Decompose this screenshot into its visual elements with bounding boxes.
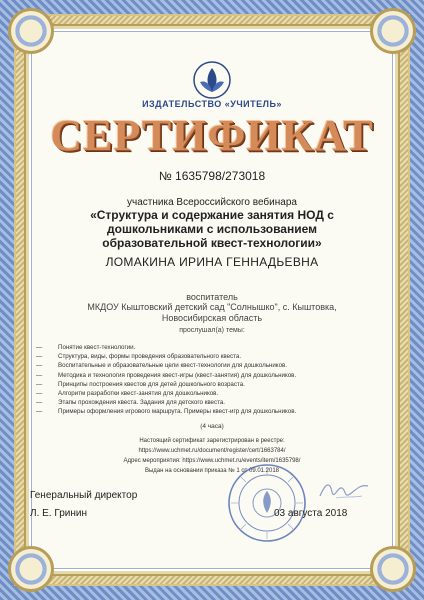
course-hours: (4 часа): [200, 423, 224, 430]
topic-dash: —: [36, 353, 43, 361]
list-item: [36, 389, 388, 398]
recipient-role: воспитатель: [186, 292, 238, 302]
listened-label: прослушал(а) темы:: [179, 327, 245, 334]
topics-list: [36, 343, 388, 417]
topic-text: Воспитательные и образовательные цели квест-технологии для дошкольников.: [58, 362, 288, 370]
topic-text: Методика и технология проведения квест-игры (квест-занятия) для дошкольников.: [58, 371, 297, 379]
topic-text: Понятие квест-технологии.: [58, 344, 136, 351]
topic-text: Примеры оформления игрового маршрута. Примеры квест-игр для дошкольников.: [58, 408, 297, 416]
registry-info: [60, 436, 364, 476]
recipient-name: ЛОМАКИНА ИРИНА ГЕННАДЬЕВНА: [105, 255, 319, 269]
event-address[interactable]: Адрес мероприятия: https://www.uchmet.ru/events/item/1635798/: [123, 458, 301, 464]
list-item: [36, 343, 388, 352]
topic-text: Этапы прохождения квеста. Задания для детского квеста.: [58, 399, 226, 407]
publisher-name: ИЗДАТЕЛЬСТВО «УЧИТЕЛЬ»: [142, 99, 282, 109]
topic-text: Структура, виды, формы проведения образовательного квеста.: [58, 353, 242, 361]
publisher-logo-icon: [192, 60, 232, 100]
topic-text: Алгоритм разработки квест-занятия для дошкольников.: [58, 390, 219, 398]
registry-line: Настоящий сертификат зарегистрирован в реестре:: [139, 438, 285, 444]
list-item: [36, 407, 388, 416]
certificate-title: СЕРТИФИКАТ: [50, 111, 374, 160]
certificate-number: № 1635798/273018: [158, 169, 266, 183]
topic-dash: —: [36, 390, 43, 398]
list-item: [36, 398, 388, 407]
certificate-body: [30, 30, 394, 570]
director-name: Л. Е. Гринин: [30, 508, 87, 519]
topic-dash: —: [36, 344, 43, 351]
director-title: Генеральный директор: [30, 490, 138, 501]
list-item: [36, 352, 388, 361]
topic-dash: —: [36, 408, 43, 416]
topic-dash: —: [36, 380, 43, 388]
registry-link[interactable]: https://www.uchmet.ru/document/register/cert/1663784/: [138, 448, 286, 454]
list-item: [36, 361, 388, 370]
topic-dash: —: [36, 371, 43, 379]
topic-text: Принципы построения квестов для детей дошкольного возраста.: [58, 380, 245, 388]
stamp-seal-icon: [226, 462, 308, 544]
webinar-title: «Структура и содержание занятия НОД с дошкольниками с использованием образовательной квест-технологии»: [90, 208, 334, 250]
list-item: [36, 380, 388, 389]
issue-date: 03 августа 2018: [274, 508, 348, 519]
topic-dash: —: [36, 399, 43, 407]
signature-icon: [316, 476, 372, 504]
topic-dash: —: [36, 362, 43, 370]
recipient-organization: МКДОУ Кыштовский детский сад "Солнышко", с. Кыштовка, Новосибирская область: [87, 302, 337, 323]
order-basis: Выдан на основании приказа № 1 от 09.01.2018: [144, 468, 280, 474]
participant-line: участника Всероссийского вебинара: [127, 197, 297, 208]
list-item: [36, 371, 388, 380]
